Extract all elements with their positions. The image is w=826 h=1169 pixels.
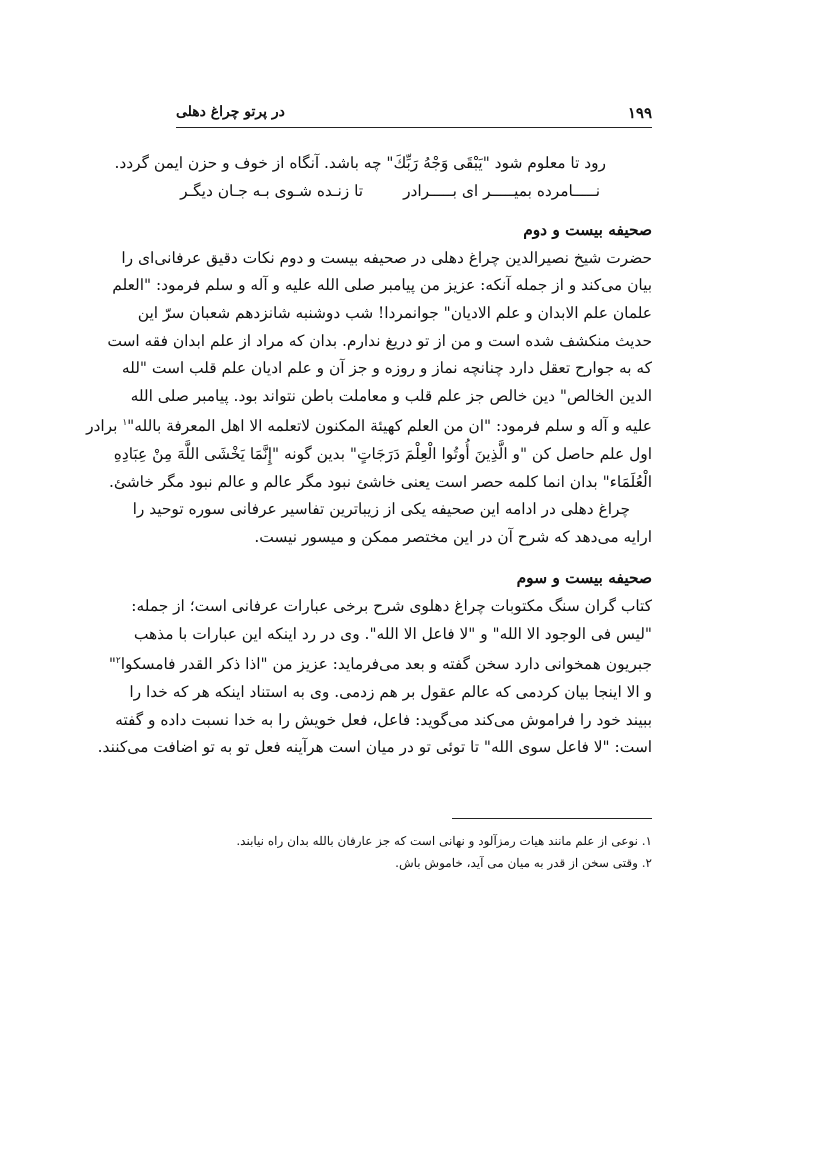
footnote-1: ۱. نوعی از علم مانند هیات رمزآلود و نهانی است که جز عارفان بالله بدان راه نیابند.	[236, 834, 652, 848]
footnote-2: ۲. وقتی سخن از قدر به میان می آید، خاموش باش.	[395, 856, 652, 870]
footnote-ref-1: ۱	[122, 418, 128, 429]
section-gap	[176, 205, 652, 217]
text-line: که به جوارح تعقل دارد چنانچه نماز و روزه و جز آن و علم ادیان علم قلب است "لله	[121, 359, 652, 378]
text-line-with-footnote	[86, 410, 652, 441]
text-line: علمان علم الابدان و علم الادیان" جوانمردا! شب دوشنبه شانزدهم شعبان سرّ این	[137, 303, 652, 322]
verse-hemistich-left: تا زنـده شـوی بـه جـان دیگـر	[180, 181, 364, 200]
section-heading-22: صحیفه بیست و دوم	[523, 221, 652, 240]
text-line: چراغ دهلی در ادامه این صحیفه یکی از زیباترین تفاسیر عرفانی سوره توحید را	[132, 500, 630, 519]
text-line: الْعُلَمَاء" بدان انما کلمه حصر است یعنی خاشئ نبود مگر عالم و عالم نبود مگر خاشئ.	[109, 472, 652, 491]
text-line: و الا اینجا بیان کردمی که عالم عقول بر هم زدمی. وی به استناد اینکه هر که خدا را	[129, 682, 652, 701]
text-line: حضرت شیخ نصیرالدین چراغ دهلی در صحیفه بیست و دوم نکات دقیق عرفانی‌ای را	[121, 248, 652, 267]
opening-line: رود تا معلوم شود "يَبْقَى وَجْهُ رَبِّكَ" چه باشد. آنگاه از خوف و حزن ایمن گردد.	[114, 154, 606, 172]
text-segment: علیه و آله و سلم فرمود: "ان من العلم کهیئة المکنون لاتعلمه الا اهل المعرفة بالله"	[127, 417, 652, 436]
text-line: کتاب گران سنگ مکتوبات چراغ دهلوی شرح برخی عبارات عرفانی است؛ از جمله:	[131, 597, 652, 616]
text-line: ببیند خود را فراموش می‌کند می‌گوید: فاعل، فعل خویش را به خدا نسبت داده و گفته	[115, 710, 652, 729]
text-line: است: "لا فاعل سوی الله" تا توئی تو در میان است هرآینه فعل تو به تو اضافت می‌کنند.	[97, 738, 652, 757]
text-line: بیان می‌کند و از جمله آنکه: عزیز من پیامبر صلی الله علیه و آله و سلم فرمود: "العلم	[112, 276, 652, 295]
main-text	[86, 150, 652, 762]
poem-verse	[176, 178, 652, 206]
page-header	[176, 104, 652, 126]
text-segment: "	[108, 655, 116, 674]
text-line-with-footnote	[108, 648, 652, 679]
verse-hemistich-right: نـــــامرده بمیـــــر ای بـــــرادر	[403, 181, 600, 200]
footnote-ref-2: ۲	[115, 656, 121, 667]
footnote-rule	[452, 818, 652, 819]
section-heading-23: صحیفه بیست و سوم	[516, 569, 652, 588]
text-line: اول علم حاصل کن "و الَّذِينَ أُوتُوا الْعِلْمَ دَرَجَاتٍ" بدین گونه "إِنَّمَا يَخْشَى اللَّهَ مِنْ عِبَادِهِ	[113, 445, 652, 464]
text-line: ارایه می‌دهد که شرح آن در این مختصر ممکن و میسور نیست.	[254, 527, 652, 546]
text-line: حدیث منکشف شده است و من از تو دریغ ندارم. بدان که مراد از علم ابدان فقه است	[107, 331, 652, 350]
page-number: ۱۹۹	[627, 104, 652, 122]
header-rule	[176, 127, 652, 128]
section-gap	[176, 551, 652, 565]
footnotes	[176, 830, 652, 874]
text-line: "لیس فی الوجود الا الله" و "لا فاعل الا الله". وی در رد اینکه این عبارات با مذهب	[133, 624, 652, 643]
text-segment: برادر	[86, 417, 123, 436]
text-line: الدین الخالص" دین خالص جز علم قلب و معاملت باطن نتواند بود. پیامبر صلی الله	[130, 386, 652, 405]
running-title: در پرتو چراغ دهلی	[176, 104, 285, 120]
text-segment: جبریون همخوانی دارد سخن گفته و بعد می‌فرماید: عزیز من "اذا ذکر القدر فامسکوا	[120, 655, 652, 674]
